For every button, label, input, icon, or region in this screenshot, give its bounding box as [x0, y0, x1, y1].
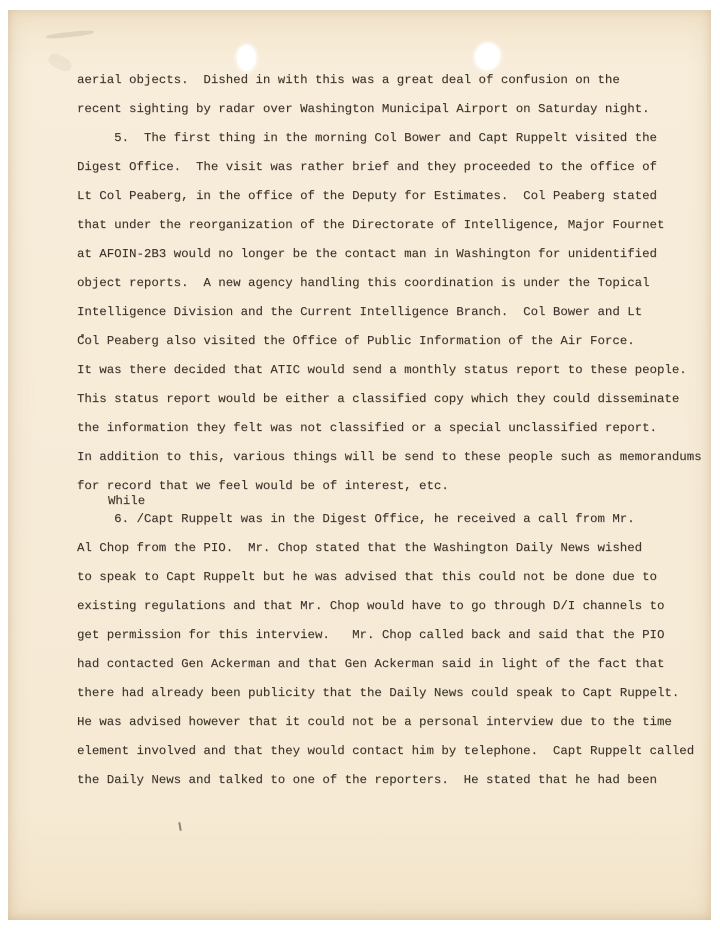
paper-sheet [8, 10, 711, 920]
text-line-4: Digest Office. The visit was rather brief and they proceeded to the office of [77, 160, 657, 174]
text-line-12: This status report would be either a classified copy which they could disseminate [77, 392, 680, 406]
text-line-26: the Daily News and talked to one of the reporters. He stated that he had been [77, 773, 657, 787]
stray-mark-tick [178, 822, 182, 831]
text-line-20: existing regulations and that Mr. Chop would have to go through D/I channels to [77, 599, 665, 613]
text-line-14: In addition to this, various things will be send to these people such as memorandums [77, 450, 702, 464]
text-line-24: He was advised however that it could not be a personal interview due to the time [77, 715, 672, 729]
text-line-19: to speak to Capt Ruppelt but he was advised that this could not be done due to [77, 570, 657, 584]
text-line-5: Lt Col Peaberg, in the office of the Deputy for Estimates. Col Peaberg stated [77, 189, 657, 203]
text-line-21: get permission for this interview. Mr. Chop called back and said that the PIO [77, 628, 665, 642]
pencil-smudge-top [46, 30, 94, 40]
text-line-13: the information they felt was not classified or a special unclassified report. [77, 421, 657, 435]
text-line-2: recent sighting by radar over Washington Municipal Airport on Saturday night. [77, 102, 650, 116]
text-line-9: Intelligence Division and the Current Intelligence Branch. Col Bower and Lt [77, 305, 643, 319]
text-line-3: 5. The first thing in the morning Col Bower and Capt Ruppelt visited the [77, 131, 657, 145]
text-line-6: that under the reorganization of the Directorate of Intelligence, Major Fournet [77, 218, 665, 232]
text-line-22: had contacted Gen Ackerman and that Gen Ackerman said in light of the fact that [77, 657, 665, 671]
text-line-8: object reports. A new agency handling this coordination is under the Topical [77, 276, 650, 290]
text-line-18: Al Chop from the PIO. Mr. Chop stated that the Washington Daily News wished [77, 541, 643, 555]
text-line-7: at AFOIN-2B3 would no longer be the contact man in Washington for unidentified [77, 247, 657, 261]
text-line-11: It was there decided that ATIC would send a monthly status report to these people. [77, 363, 687, 377]
text-line-17: 6. /Capt Ruppelt was in the Digest Office, he received a call from Mr. [77, 512, 635, 526]
typewritten-text [77, 66, 717, 795]
text-line-25: element involved and that they would contact him by telephone. Capt Ruppelt called [77, 744, 695, 758]
text-line-23: there had already been publicity that the Daily News could speak to Capt Ruppelt. [77, 686, 680, 700]
text-line-1: aerial objects. Dished in with this was a great deal of confusion on the [77, 73, 620, 87]
text-line-10: Col Peaberg also visited the Office of Public Information of the Air Force. [77, 334, 635, 348]
text-line-15: for record that we feel would be of interest, etc. [77, 479, 449, 493]
text-line-16: While [108, 494, 146, 508]
pencil-smudge-lower [46, 51, 73, 74]
